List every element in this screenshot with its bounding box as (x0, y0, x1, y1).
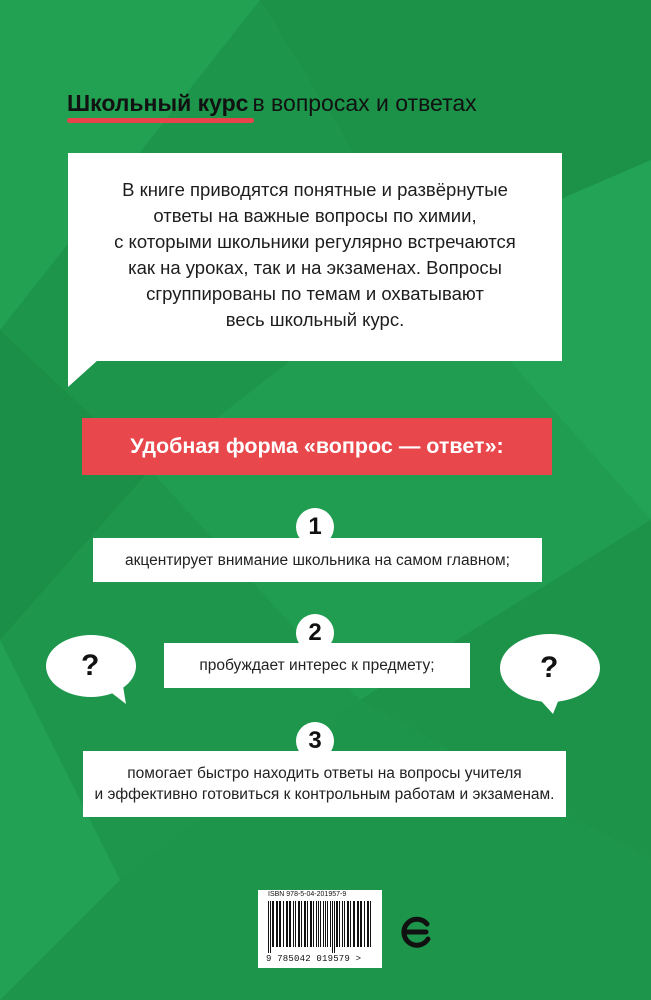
barcode-bar (357, 901, 359, 947)
item-number-1: 1 (296, 508, 334, 546)
feature-item-text: акцентирует внимание школьника на самом главном; (125, 551, 510, 569)
barcode-bar (330, 901, 331, 947)
barcode-bar (364, 901, 365, 947)
series-title-bold: Школьный курс (67, 90, 249, 116)
barcode-bar (270, 901, 271, 953)
isbn-barcode (258, 890, 382, 968)
barcode-bar (334, 901, 335, 953)
description-text (68, 177, 562, 333)
feature-item-text: пробуждает интерес к предмету; (199, 657, 435, 674)
barcode-bar (298, 901, 300, 947)
feature-item-text: помогает быстро находить ответы на вопросы учителя (127, 765, 522, 782)
feature-item-3 (83, 751, 566, 817)
barcode-bar (344, 901, 345, 947)
barcode-bar (325, 901, 326, 947)
barcode-bar (336, 901, 338, 947)
barcode-bar (272, 901, 274, 947)
barcode-bar (339, 901, 340, 947)
barcode-bar (316, 901, 317, 947)
barcode-bar (289, 901, 291, 947)
item-number-3: 3 (296, 722, 334, 760)
description-line: весь школьный курс. (225, 309, 405, 330)
barcode-bar (347, 901, 349, 947)
barcode-bar (286, 901, 288, 947)
series-title (67, 90, 607, 117)
barcode-bar (293, 901, 294, 947)
item-number-2: 2 (296, 614, 334, 652)
barcode-bar (370, 901, 371, 947)
barcode-bar (304, 901, 306, 947)
barcode-bar (318, 901, 319, 947)
barcode-digits: 9 785042 019579 > (266, 954, 362, 964)
description-line: с которыми школьники регулярно встречаются (114, 231, 516, 252)
barcode-bar (353, 901, 355, 947)
barcode-bar (310, 901, 312, 947)
question-mark-right: ? (540, 651, 559, 684)
barcode-bar (307, 901, 308, 947)
description-line: В книге приводятся понятные и развёрнутые (122, 179, 508, 200)
description-line: ответы на важные вопросы по химии, (153, 205, 477, 226)
barcode-bar (323, 901, 324, 947)
description-line: сгруппированы по темам и охватывают (146, 283, 484, 304)
barcode-bar (327, 901, 328, 947)
description-box (68, 153, 562, 361)
barcode-bar (313, 901, 314, 947)
barcode-bar (332, 901, 333, 953)
eksmo-logo-icon (397, 912, 435, 950)
barcode-bar (360, 901, 362, 947)
barcode-bar (301, 901, 302, 947)
question-mark-left: ? (81, 649, 100, 682)
barcode-bar (276, 901, 278, 947)
barcode-bar (268, 901, 269, 953)
barcode-bar (350, 901, 351, 947)
barcode-bar (279, 901, 281, 947)
barcode-bars (268, 901, 372, 953)
barcode-bar (283, 901, 284, 947)
isbn-label: ISBN 978-5-04-201957-9 (268, 891, 347, 898)
barcode-bar (295, 901, 296, 947)
format-banner: Удобная форма «вопрос — ответ»: (82, 418, 552, 475)
barcode-bar (367, 901, 369, 947)
feature-item-text: и эффективно готовиться к контрольным работам и экзаменам. (94, 786, 555, 803)
barcode-bar (342, 901, 343, 947)
description-box-tail (68, 360, 98, 388)
series-title-rest: в вопросах и ответах (252, 90, 477, 116)
barcode-bar (320, 901, 321, 947)
description-line: как на уроках, так и на экзаменах. Вопросы (128, 257, 502, 278)
